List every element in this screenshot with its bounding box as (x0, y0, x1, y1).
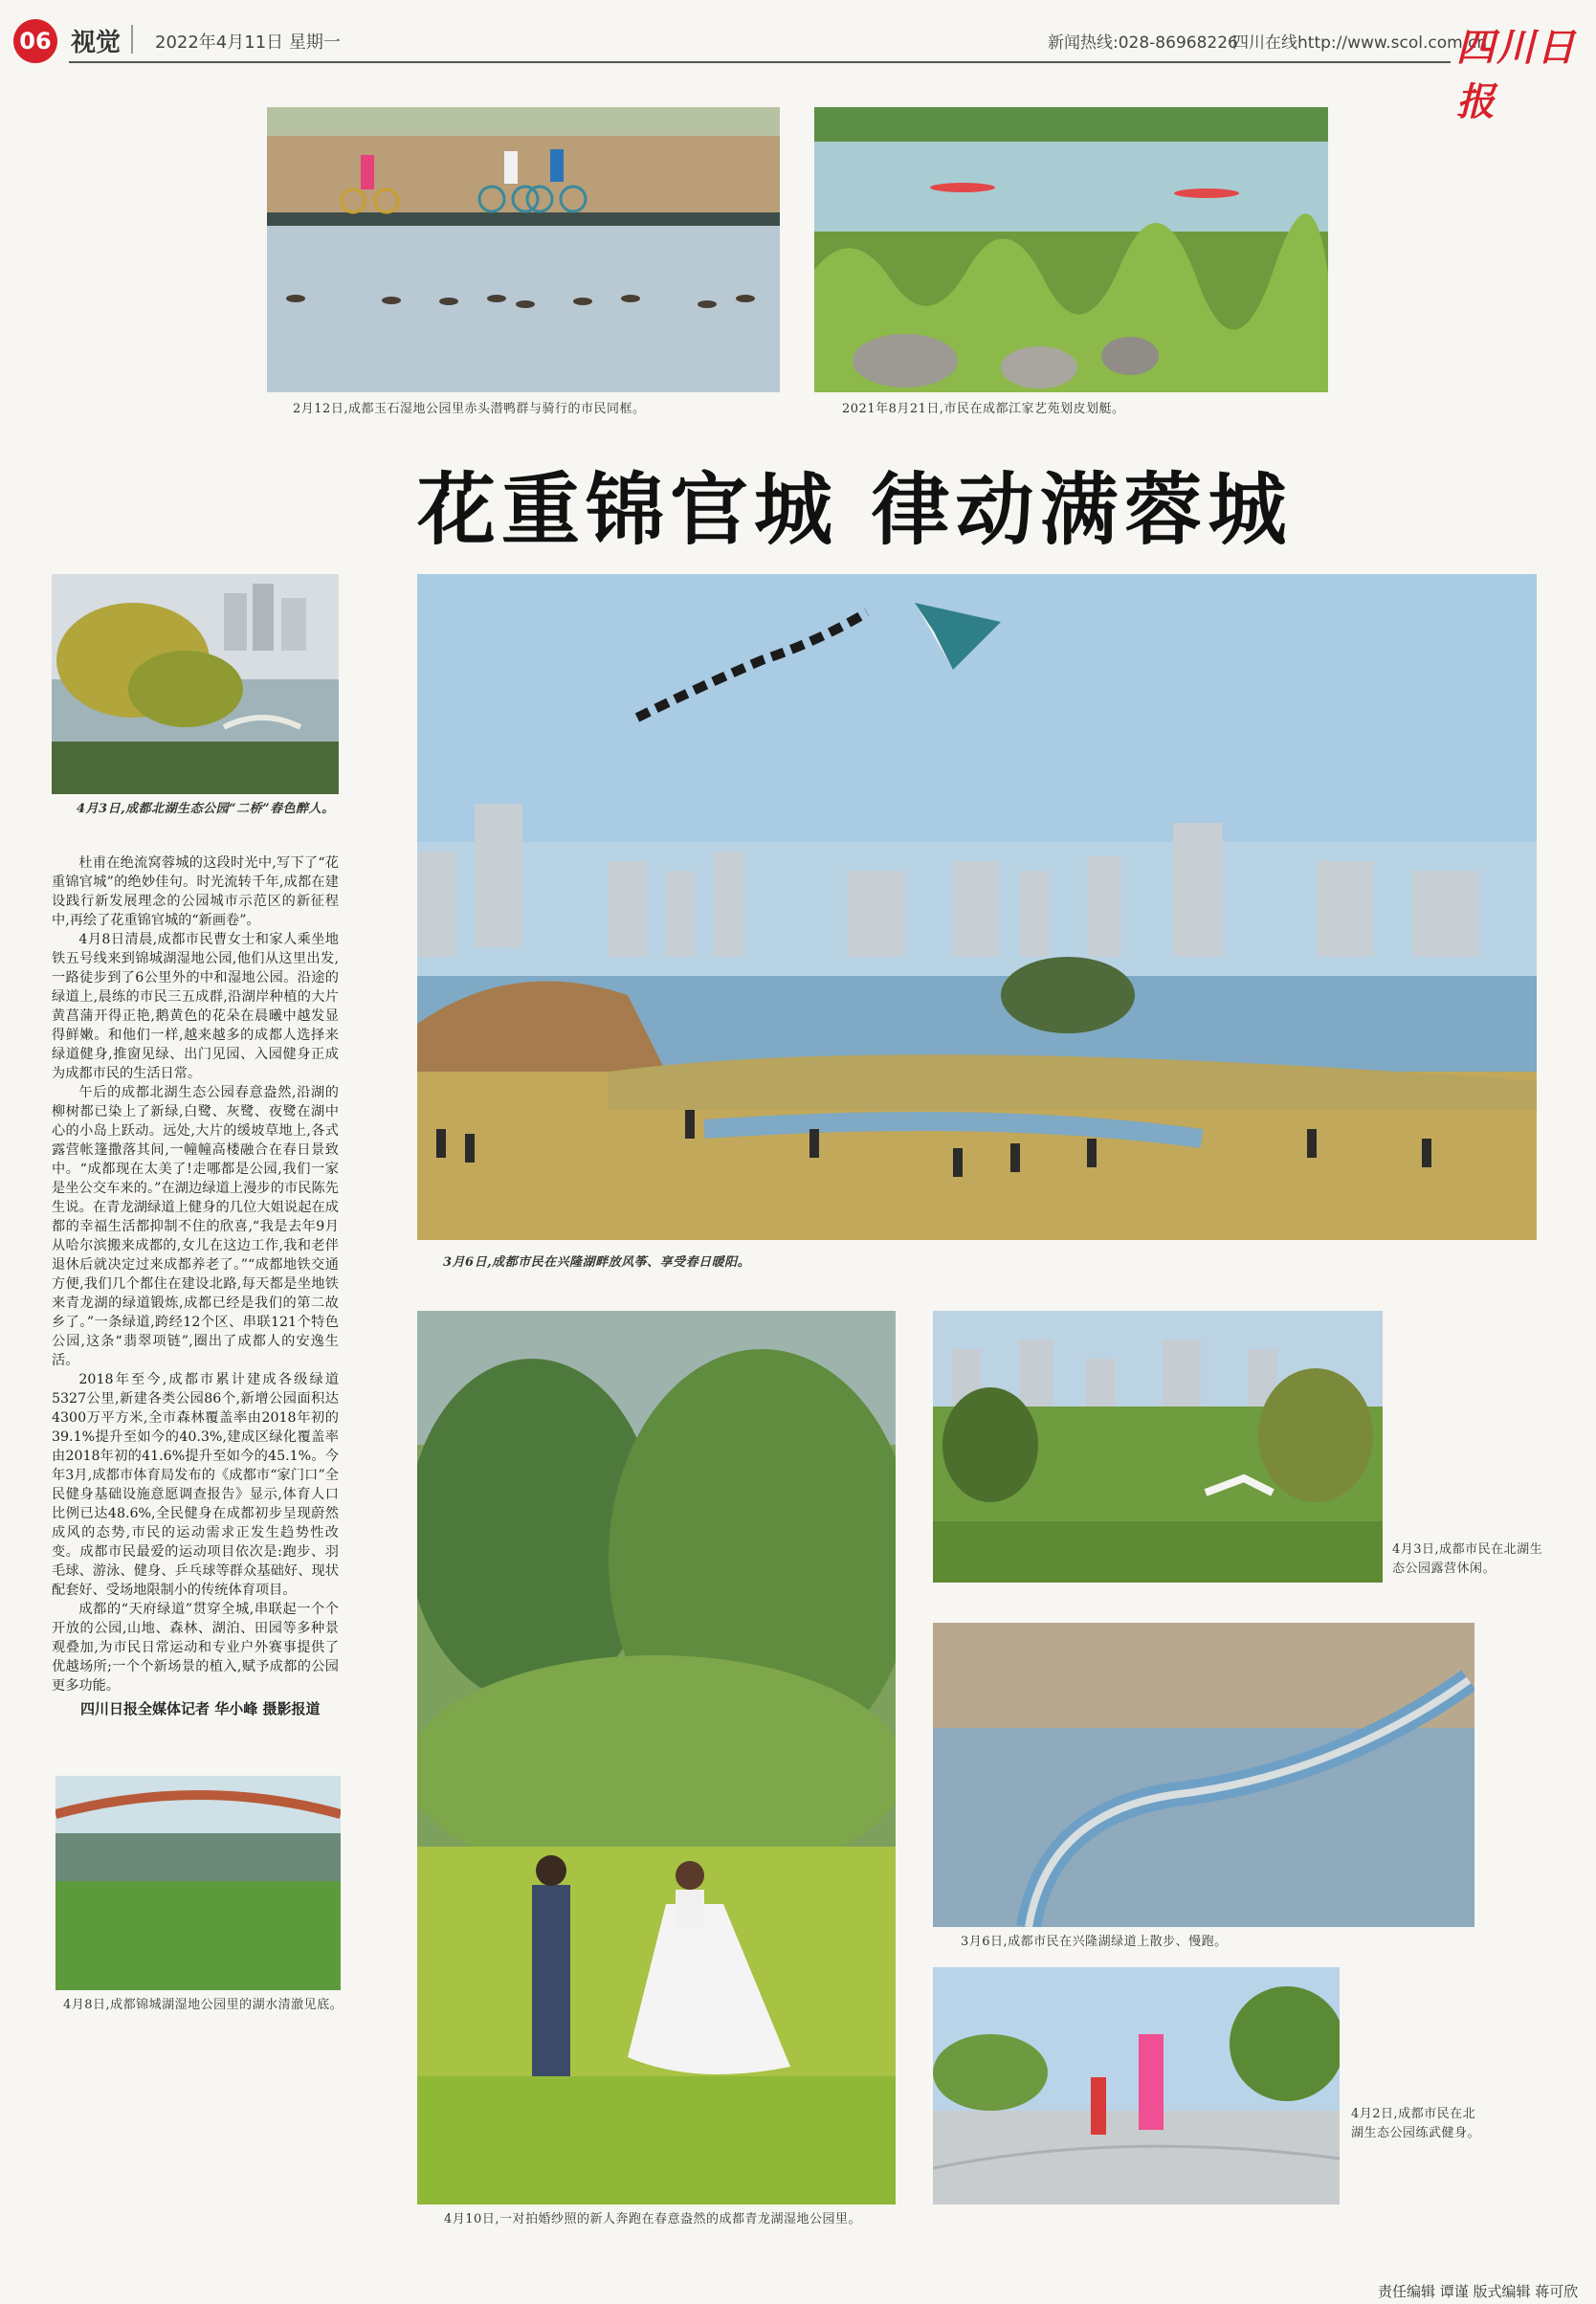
article-paragraph: 4月8日清晨,成都市民曹女士和家人乘坐地铁五号线来到锦城湖湿地公园,他们从这里出发,一路徒步到了6公里外的中和湿地公园。沿途的绿道上,晨练的市民三五成群,沿湖岸种植的大片黄菖蒲开得正艳,鹅黄色的花朵在晨曦中越发显得鲜嫩。和他们一样,越来越多的成都人选择来绿道健身,推窗见绿、出门见园、入园健身正成为成都市民的生活日常。 (52, 932, 339, 1081)
issue-date: 2022年4月11日 星期一 (155, 33, 341, 53)
caption-photo8: 4月10日,一对拍婚纱照的新人奔跑在春意盎然的成都青龙湖湿地公园里。 (444, 2212, 861, 2226)
website-link[interactable]: 四川在线http://www.scol.com.cn (1232, 33, 1488, 53)
page-number-badge: 06 (13, 19, 57, 63)
byline: 四川日报全媒体记者 华小峰 摄影报道 (80, 1700, 321, 1717)
headline: 花重锦官城 律动满蓉城 (417, 465, 1293, 556)
header-rule (69, 61, 1451, 63)
photo-kayaks (814, 107, 1328, 392)
article-paragraph: 杜甫在绝流窝蓉城的这段时光中,写下了“花重锦官城”的绝妙佳句。时光流转千年,成都在建设践行新发展理念的公园城市示范区的新征程中,再绘了花重锦官城的“新画卷”。 (52, 855, 339, 928)
photo-north-lake-bridge (52, 574, 339, 794)
caption-photo4: 3月6日,成都市民在兴隆湖畔放风筝、享受春日暖阳。 (443, 1255, 751, 1270)
editor-credits: 责任编辑 谭谨 版式编辑 蒋可欣 (1378, 2283, 1579, 2300)
photo-jincheng-lake (55, 1776, 341, 1990)
article-paragraph: 成都的“天府绿道”贯穿全城,串联起一个个开放的公园,山地、森林、湖泊、田园等多种景观叠加,为市民日常运动和专业户外赛事提供了优越场所;一个个新场景的植入,赋予成都的公园更多功能。 (52, 1602, 339, 1694)
photo-kite-lake (417, 574, 1537, 1240)
caption-photo2: 2021年8月21日,市民在成都江家艺苑划皮划艇。 (842, 402, 1125, 416)
caption-photo7: 4月8日,成都锦城湖湿地公园里的湖水清澈见底。 (63, 1998, 344, 2012)
photo-wedding-couple (417, 1311, 896, 2204)
caption-photo3: 4月3日,成都北湖生态公园“二桥”春色醉人。 (77, 802, 335, 816)
article-paragraph: 2018年至今,成都市累计建成各级绿道5327公里,新建各类公园86个,新增公园面积达4300万平方米,全市森林覆盖率由2018年初的39.1%提升至如今的40.3%,建成区绿化覆盖率由2018年初的41.6%提升至如今的45.1%。今年3月,成都市体育局发布的《成都市“家门口”全民健身基础设施意愿调查报告》显示,体育人口比例已达48.6%,全民健身在成都初步呈现蔚然成风的态势,市民的运动需求正发生趋势性改变。成都市民最爱的运动项目依次是:跑步、羽毛球、游泳、健身、乒乓球等群众基础好、现状配套好、受场地限制小的传统体育项目。 (52, 1372, 339, 1598)
caption-photo9: 4月2日,成都市民在北湖生态公园练武健身。 (1351, 2107, 1481, 2140)
caption-photo1: 2月12日,成都玉石湿地公园里赤头潜鸭群与骑行的市民同框。 (293, 402, 646, 416)
news-hotline: 新闻热线:028-86968226 (1048, 33, 1238, 53)
header-divider (131, 25, 133, 54)
caption-photo6: 3月6日,成都市民在兴隆湖绿道上散步、慢跑。 (961, 1935, 1228, 1949)
article-body (52, 853, 339, 1718)
caption-photo5: 4月3日,成都市民在北湖生态公园露营休闲。 (1392, 1542, 1543, 1576)
section-name: 视觉 (71, 29, 122, 57)
photo-ducks-cyclists (267, 107, 780, 392)
photo-greenway-lake (933, 1623, 1474, 1927)
photo-tai-chi (933, 1967, 1340, 2204)
article-paragraph: 午后的成都北湖生态公园春意盎然,沿湖的柳树都已染上了新绿,白鹭、灰鹭、夜鹭在湖中心的小岛上跃动。远处,大片的缓坡草地上,各式露营帐篷撒落其间,一幢幢高楼融合在春日景致中。“成都现在太美了!走哪都是公园,我们一家是坐公交车来的。”在湖边绿道上漫步的市民陈先生说。在青龙湖绿道上健身的几位大姐说起在成都的幸福生活都抑制不住的欣喜,“我是去年9月从哈尔滨搬来成都的,女儿在这边工作,我和老伴退休后就决定过来成都养老了。”“成都地铁交通方便,我们几个都住在建设北路,每天都是坐地铁来青龙湖的绿道锻炼,成都已经是我们的第二故乡了。”一条绿道,跨经12个区、串联121个特色公园,这条“翡翠项链”,圈出了成都人的安逸生活。 (52, 1085, 339, 1368)
newspaper-logo: 四川日报 (1456, 25, 1577, 124)
photo-camping (933, 1311, 1383, 1583)
